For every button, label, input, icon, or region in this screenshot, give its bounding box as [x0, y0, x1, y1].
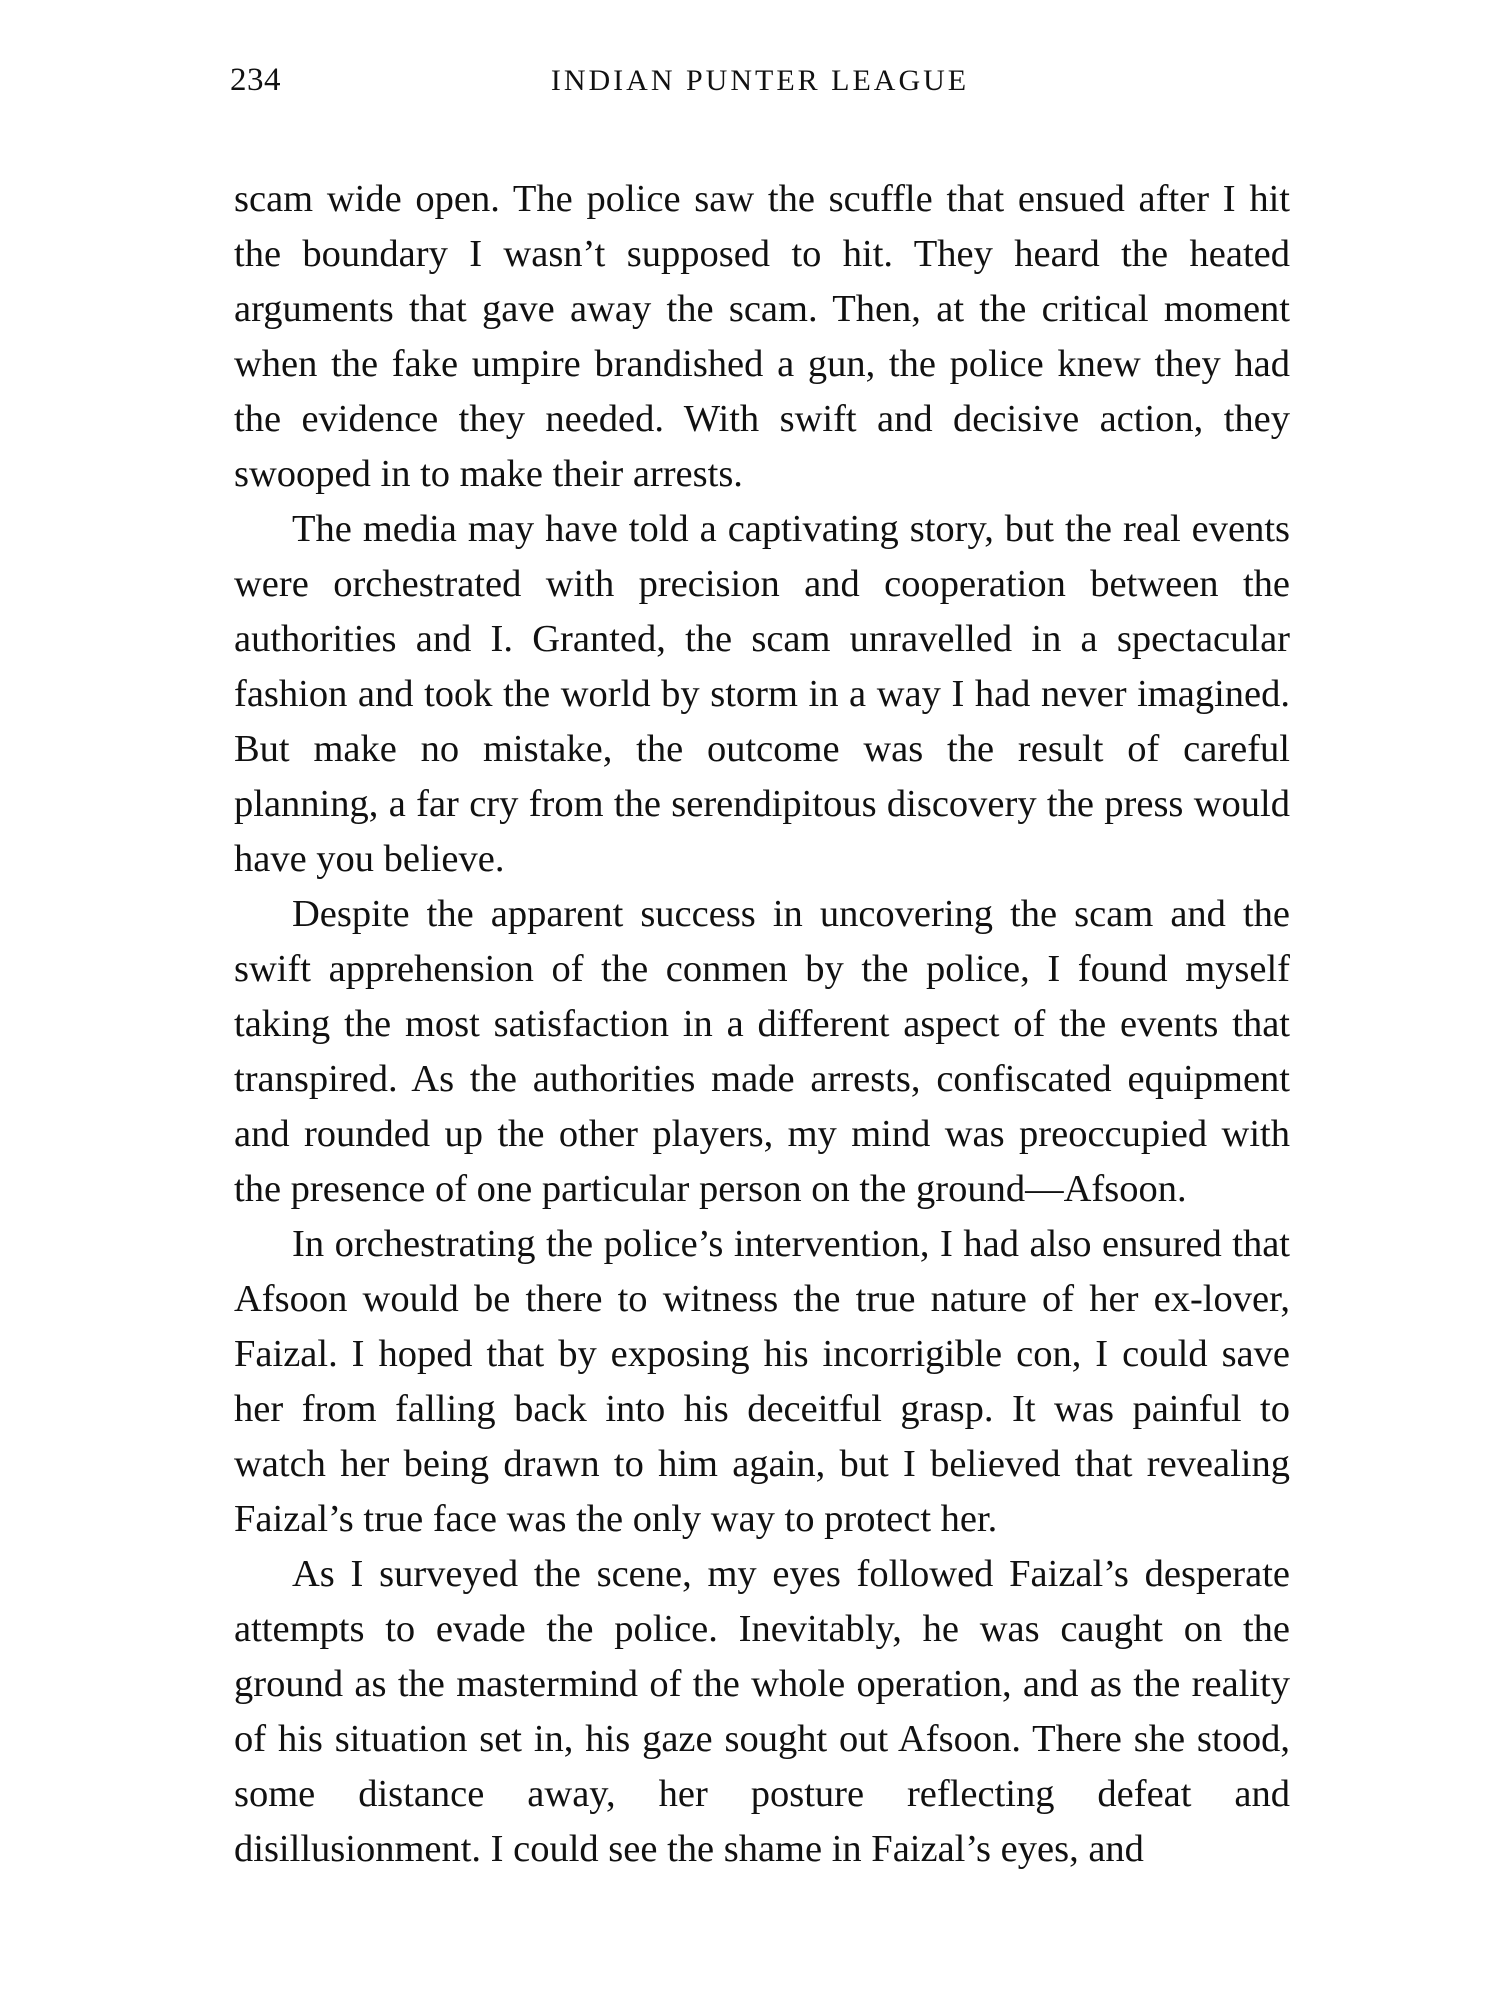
running-head	[230, 62, 1290, 112]
paragraph-5: As I surveyed the scene, my eyes followed Faizal’s desperate attempts to evade the police. Inevitably, he was caught on the ground as the mastermind of the whole operation, and as the reality of his situation set in, his gaze sought out Afsoon. There she stood, some distance away, her posture reflecting defeat and disillusionment. I could see the shame in Faizal’s eyes, and	[234, 1553, 1290, 1870]
paragraph-4: In orchestrating the police’s intervention, I had also ensured that Afsoon would be there to witness the true nature of her ex-lover, Faizal. I hoped that by exposing his incorrigible con, I could save her from falling back into his deceitful grasp. It was painful to watch her being drawn to him again, but I believed that revealing Faizal’s true face was the only way to protect her.	[234, 1223, 1290, 1540]
book-title: INDIAN PUNTER LEAGUE	[550, 64, 970, 97]
body-text	[234, 172, 1290, 1877]
paragraph-3: Despite the apparent success in uncovering the scam and the swift apprehension of the conmen by the police, I found myself taking the most satisfaction in a different aspect of the events that transpired. As the authorities made arrests, confiscated equipment and rounded up the other players, my mind was preoccupied with the presence of one particular person on the ground—Afsoon.	[234, 893, 1290, 1210]
paragraph-2: The media may have told a captivating story, but the real events were orchestrated with precision and cooperation between the authorities and I. Granted, the scam unravelled in a spectacular fashion and took the world by storm in a way I had never imagined. But make no mistake, the outcome was the result of careful planning, a far cry from the serendipitous discovery the press would have you believe.	[234, 508, 1290, 880]
page-number: 234	[230, 62, 281, 98]
paragraph-1: scam wide open. The police saw the scuffle that ensued after I hit the boundary I wasn’t supposed to hit. They heard the heated arguments that gave away the scam. Then, at the critical moment when the fake umpire brandished a gun, the police knew they had the evidence they needed. With swift and decisive action, they swooped in to make their arrests.	[234, 178, 1290, 495]
